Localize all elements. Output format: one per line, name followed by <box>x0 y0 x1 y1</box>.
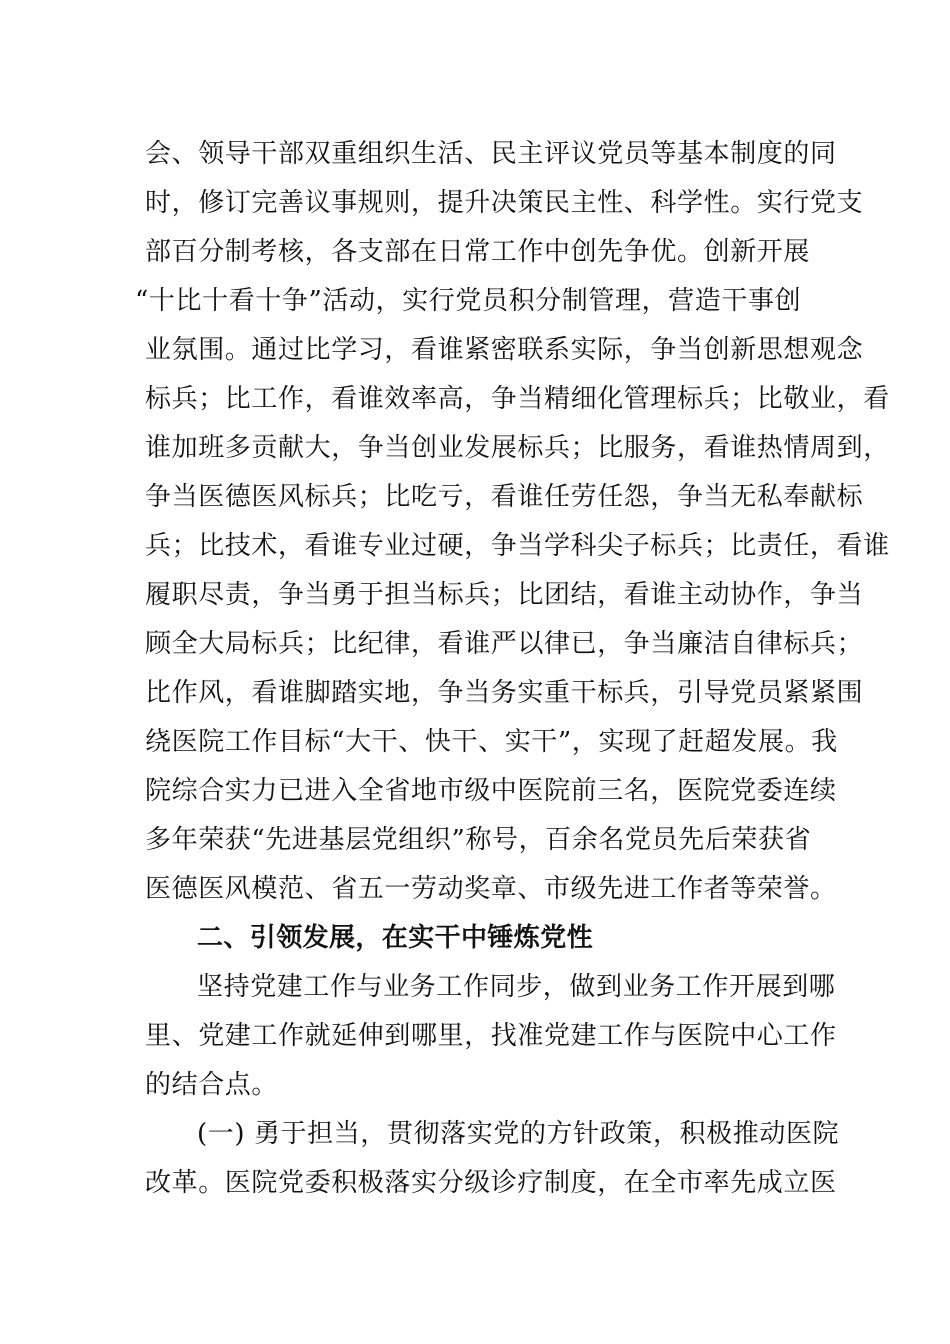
text-line: (一) 勇于担当，贯彻落实党的方针政策，积极推动医院 <box>197 1119 840 1149</box>
text-line: 标兵；比工作，看谁效率高，争当精细化管理标兵；比敬业，看 <box>145 384 890 414</box>
text-line: 改革。医院党委积极落实分级诊疗制度，在全市率先成立医 <box>145 1168 837 1198</box>
text-line: 业氛围。通过比学习，看谁紧密联系实际，争当创新思想观念 <box>145 335 864 365</box>
text-line: 兵；比技术，看谁专业过硬，争当学科尖子标兵；比责任，看谁 <box>145 531 890 561</box>
text-line: 部百分制考核，各支部在日常工作中创先争优。创新开展 <box>145 237 811 267</box>
text-line: 里、党建工作就延伸到哪里，找准党建工作与医院中心工作 <box>145 1021 837 1051</box>
text-line: 院综合实力已进入全省地市级中医院前三名，医院党委连续 <box>145 776 837 806</box>
text-line: 绕医院工作目标“大干、快干、实干”，实现了赶超发展。我 <box>145 727 838 757</box>
text-line: 争当医德医风标兵；比吃亏，看谁任劳任怨，争当无私奉献标 <box>145 482 864 512</box>
text-line: 坚持党建工作与业务工作同步，做到业务工作开展到哪 <box>197 972 836 1002</box>
text-line: 时，修订完善议事规则，提升决策民主性、科学性。实行党支 <box>145 188 864 218</box>
text-line: “十比十看十争”活动，实行党员积分制管理，营造干事创 <box>135 286 802 316</box>
text-line: 医德医风模范、省五一劳动奖章、市级先进工作者等荣誉。 <box>145 874 837 904</box>
text-line: 会、领导干部双重组织生活、民主评议党员等基本制度的同 <box>145 139 837 169</box>
text-line: 履职尽责，争当勇于担当标兵；比团结，看谁主动协作，争当 <box>145 580 864 610</box>
section-heading: 二、引领发展，在实干中锤炼党性 <box>197 923 594 953</box>
body-text <box>135 130 890 1208</box>
text-line: 多年荣获“先进基层党组织”称号，百余名党员先后荣获省 <box>145 825 812 855</box>
text-line: 谁加班多贡献大，争当创业发展标兵；比服务，看谁热情周到， <box>145 433 890 463</box>
text-line: 比作风，看谁脚踏实地，争当务实重干标兵，引导党员紧紧围 <box>145 678 864 708</box>
text-line: 顾全大局标兵；比纪律，看谁严以律已，争当廉洁自律标兵； <box>145 629 864 659</box>
text-line: 的结合点。 <box>145 1070 279 1100</box>
